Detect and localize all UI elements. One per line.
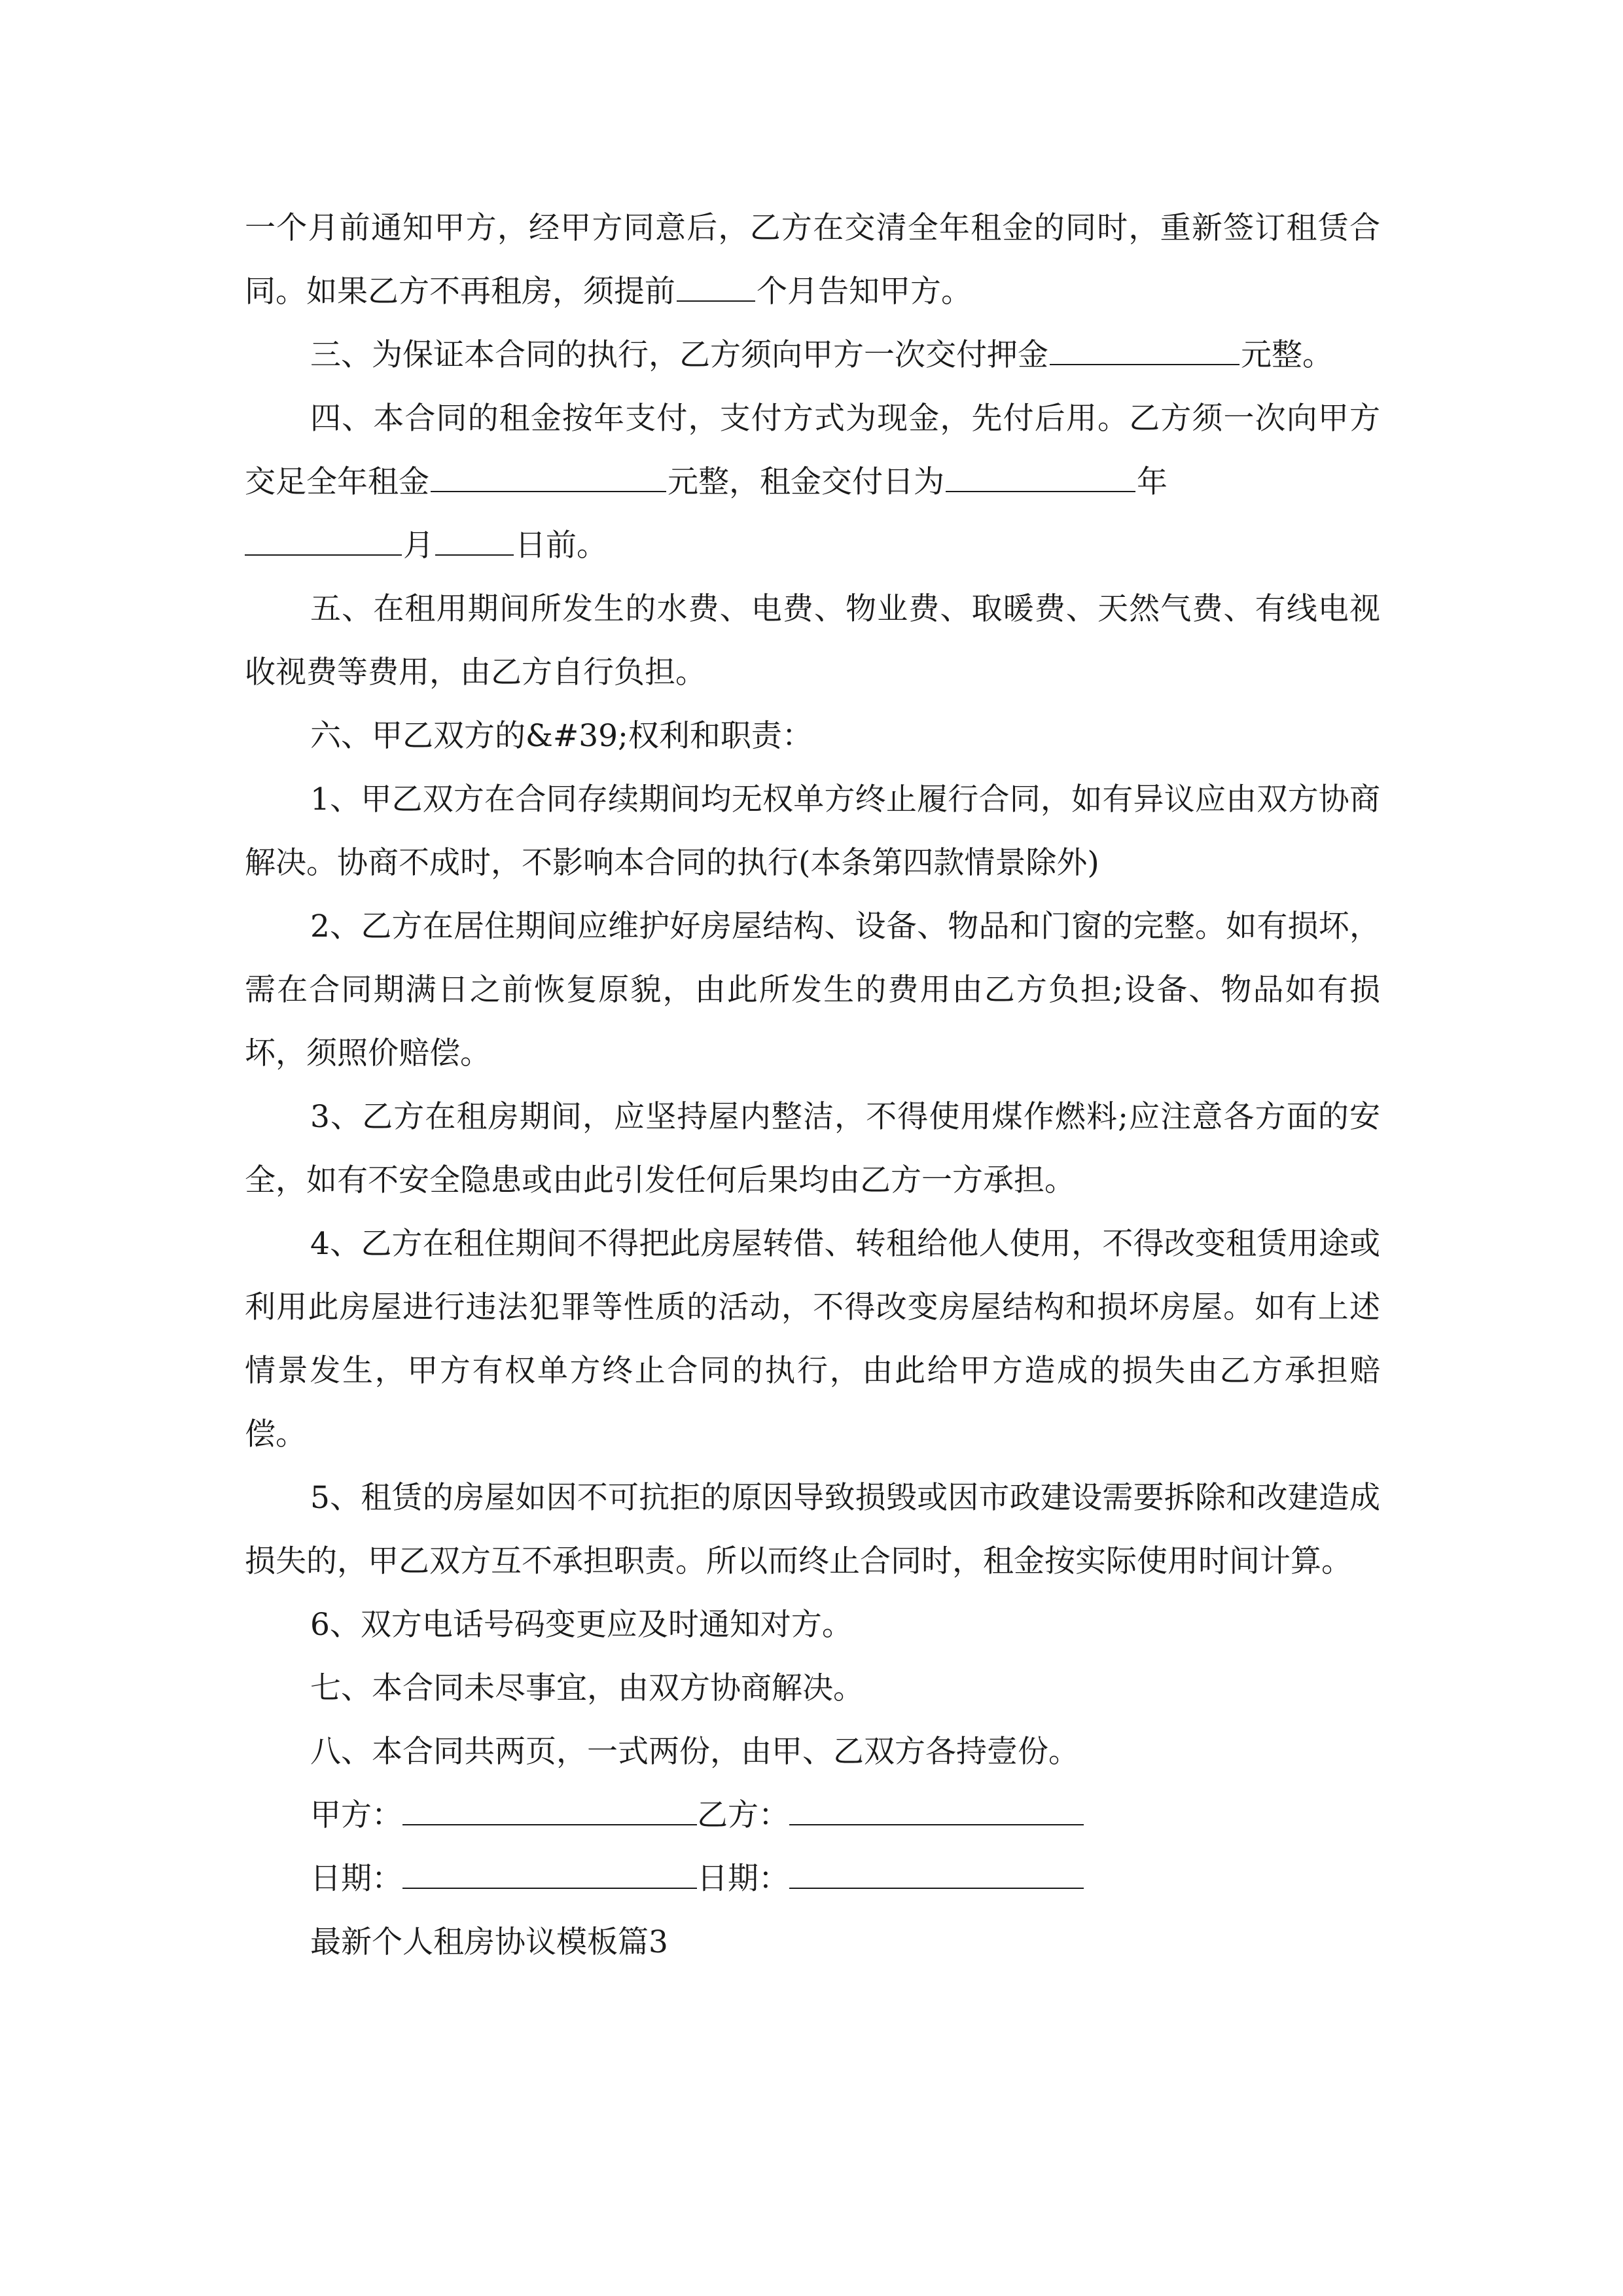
paragraph-deposit	[245, 323, 1380, 387]
blank-rent-amount	[431, 490, 666, 492]
paragraph-section-7: 七、本合同未尽事宜，由双方协商解决。	[310, 1670, 864, 1706]
signature-date-a	[310, 1847, 697, 1910]
paragraph-rent-payment	[245, 387, 1380, 577]
paragraph-clause-2: 2、乙方在居住期间应维护好房屋结构、设备、物品和门窗的完整。如有损坏，需在合同期满日之前恢复原貌，由此所发生的费用由乙方负担;设备、物品如有损坏，须照价赔偿。	[245, 908, 1380, 1071]
blank-months	[677, 300, 755, 302]
blank-deposit	[1050, 363, 1240, 365]
paragraph-clause-1: 1、甲乙双方在合同存续期间均无权单方终止履行合同，如有异议应由双方协商解决。协商不成时，不影响本合同的执行(本条第四款情景除外)	[245, 781, 1380, 881]
signature-label: 乙方：	[697, 1797, 789, 1833]
paragraph-text: 三、为保证本合同的执行，乙方须向甲方一次交付押金	[310, 337, 1048, 373]
signature-label: 日期：	[697, 1861, 789, 1897]
signature-date-b	[697, 1847, 1084, 1910]
paragraph-clause-6: 6、双方电话号码变更应及时通知对方。	[310, 1607, 853, 1643]
paragraph-rights-heading: 六、甲乙双方的&#39;权利和职责：	[310, 718, 813, 754]
next-section-title: 最新个人租房协议模板篇3	[310, 1924, 668, 1960]
signature-blank	[789, 1887, 1084, 1889]
signature-party-b	[697, 1784, 1084, 1847]
signature-blank	[789, 1823, 1084, 1825]
blank-month	[245, 554, 402, 556]
blank-day	[435, 554, 514, 556]
paragraph-text: 四、本合同的租金按年支付，支付方式为现金，先付后用。乙方须一次向甲方交足全年租金	[245, 401, 1380, 500]
paragraph-text: 月	[403, 528, 434, 564]
paragraph-text: 日前。	[515, 528, 607, 564]
signature-label: 日期：	[310, 1861, 402, 1897]
signature-party-a	[310, 1784, 697, 1847]
paragraph-utilities: 五、在租用期间所发生的水费、电费、物业费、取暖费、天然气费、有线电视收视费等费用，由乙方自行负担。	[245, 591, 1380, 691]
paragraph-text: 一个月前通知甲方，经甲方同意后，乙方在交清全年租金的同时，重新签订租赁合同。如果乙方不再租房，须提前	[245, 210, 1380, 310]
document-body	[245, 196, 1380, 1974]
signature-label: 甲方：	[310, 1797, 402, 1833]
paragraph-clause-3: 3、乙方在租房期间，应坚持屋内整洁，不得使用煤作燃料;应注意各方面的安全，如有不安全隐患或由此引发任何后果均由乙方一方承担。	[245, 1099, 1380, 1198]
paragraph-text: 元整，租金交付日为	[668, 464, 944, 500]
paragraph-clause-5: 5、租赁的房屋如因不可抗拒的原因导致损毁或因市政建设需要拆除和改建造成损失的，甲乙双方互不承担职责。所以而终止合同时，租金按实际使用时间计算。	[245, 1480, 1380, 1579]
signature-dates-row	[245, 1847, 1380, 1910]
paragraph-renewal	[245, 196, 1380, 323]
paragraph-section-8: 八、本合同共两页，一式两份，由甲、乙双方各持壹份。	[310, 1734, 1079, 1770]
signature-parties-row	[245, 1784, 1380, 1847]
signature-blank	[402, 1823, 697, 1825]
paragraph-text: 元整。	[1241, 337, 1333, 373]
paragraph-clause-4: 4、乙方在租住期间不得把此房屋转借、转租给他人使用，不得改变租赁用途或利用此房屋进行违法犯罪等性质的活动，不得改变房屋结构和损坏房屋。如有上述情景发生，甲方有权单方终止合同的执行，由此给甲方造成的损失由乙方承担赔偿。	[245, 1226, 1380, 1452]
blank-year	[946, 490, 1135, 492]
paragraph-text: 年	[1137, 464, 1168, 500]
signature-blank	[402, 1887, 697, 1889]
paragraph-text: 个月告知甲方。	[757, 274, 972, 310]
